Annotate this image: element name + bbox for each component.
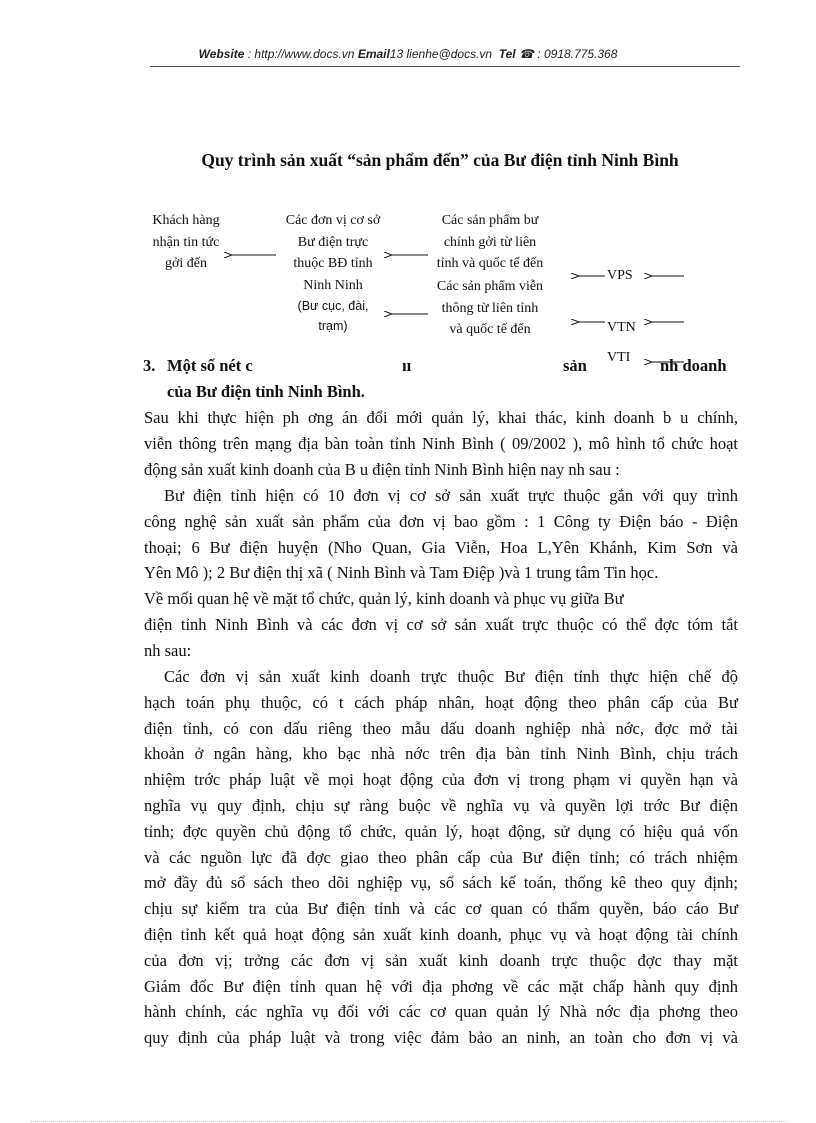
paragraph-2: Bư điện tỉnh hiện có 10 đơn vị cơ sở sản xuất trực thuộc gắn với quy trình công nghệ sản xuất sản phẩm của đơn vị bao gồm : 1 Công ty Điện báo - Điện thoại; 6 Bư điện huyện (Nho Quan, Gia Viễn, Hoa L,Yên Khánh, Kim Sơn và Yên Mô ); 2 Bư điện thị xã ( Ninh Bình và Tam Điệp )và 1 trung tâm Tin học.	[144, 486, 738, 583]
section-heading-part1: Một số nét c	[167, 356, 253, 375]
diagram-vtn-label: VTN	[607, 320, 636, 335]
section-heading-part3: sản	[563, 356, 587, 375]
email-value[interactable]: 13 lienhe@docs.vn	[389, 47, 493, 61]
tel-label: Tel	[498, 47, 516, 61]
phone-icon: ☎	[519, 47, 534, 61]
paragraph-3: Về mối quan hệ về mặt tổ chức, quản lý, kinh doanh và phục vụ giữa Bư điện tỉnh Ninh Bình và các đơn vị cơ sở sản xuất trực thuộc có thể đợc tóm tắt nh sau:	[144, 589, 738, 660]
diagram-vti-label: VTI	[607, 350, 631, 365]
diagram-customer-box: Khách hàng nhận tin tức gởi đến	[152, 213, 220, 271]
diagram-units-box: Các đơn vị cơ sở Bư điện trực thuộc BĐ tỉnh Ninh Ninh (Bư cục, đài, trạm)	[285, 213, 381, 333]
paragraph-1: Sau khi thực hiện ph ơng án đổi mới quản lý, khai thác, kinh doanh b u chính, viễn thông trên mạng địa bàn toàn tỉnh Ninh Bình ( 09/2002 ), mô hình tổ chức hoạt động sản xuất kinh doanh của B u điện tỉnh Ninh Bình hiện nay nh sau :	[144, 408, 738, 479]
page-title: Quy trình sản xuất “sản phẩm đến” của Bư điện tỉnh Ninh Bình	[201, 150, 679, 170]
section-heading-part2: ıı	[402, 356, 412, 375]
diagram-telecom-box: Các sản phẩm viễn thông từ liên tỉnh và quốc tế đến	[436, 279, 544, 337]
email-label: Email	[357, 47, 390, 61]
paragraph-4: Các đơn vị sản xuất kinh doanh trực thuộc Bư điện tỉnh thực hiện chế độ hạch toán phụ thuộc, có t cách pháp nhân, hoạt động theo phân cấp của Bư điện tỉnh, có con dấu riêng theo mẫu dấu doanh nghiệp nhà nớc, đợc mở tài khoản ở ngân hàng, kho bạc nhà nớc trên địa bàn tỉnh Ninh Bình, chịu trách nhiệm trớc pháp luật về mọi hoạt động của đơn vị trong phạm vi quyền hạn và nghĩa vụ quy định, chịu sự ràng buộc về nghĩa vụ và quyền lợi trớc Bư điện tỉnh; đợc quyền chủ động tổ chức, quản lý, hoạt động, sử dụng có hiệu quả vốn và các nguồn lực đã đợc giao theo phân cấp của Bư điện tỉnh; có trách nhiệm mở đầy đủ sổ sách theo dõi nghiệp vụ, sổ sách kế toán, thống kê theo quy định; chịu sự kiểm tra của Bư điện tỉnh và các cơ quan có thẩm quyền, báo cáo Bư điện tỉnh kết quả hoạt động sản xuất kinh doanh, phục vụ và hoạt động tài chính của đơn vị; trởng các đơn vị sản xuất kinh doanh trực thuộc đợc thay mặt Giám đốc Bư điện tỉnh quan hệ với địa phơng về các mặt chấp hành quy định hành chính, các nghĩa vụ đối với các cơ quan quản lý Nhà nớc địa phơng theo quy định của pháp luật và trong việc đảm bảo an ninh, an toàn cho đơn vị và	[144, 667, 738, 1048]
tel-value: : 0918.775.368	[537, 47, 618, 61]
diagram-vps-label: VPS	[607, 268, 633, 283]
page-bottom-rule	[30, 1121, 786, 1122]
diagram-arrows	[0, 0, 816, 400]
section-heading-line2: của Bư điện tỉnh Ninh Bình.	[167, 382, 365, 401]
website-label: Website	[198, 47, 245, 61]
section-heading-part4: nh doanh	[660, 356, 727, 375]
section-number: 3.	[143, 356, 156, 375]
website-value[interactable]: : http://www.docs.vn	[247, 47, 355, 61]
diagram-postal-box: Các sản phẩm bư chính gởi từ liên tỉnh và quốc tế đến	[436, 213, 544, 271]
